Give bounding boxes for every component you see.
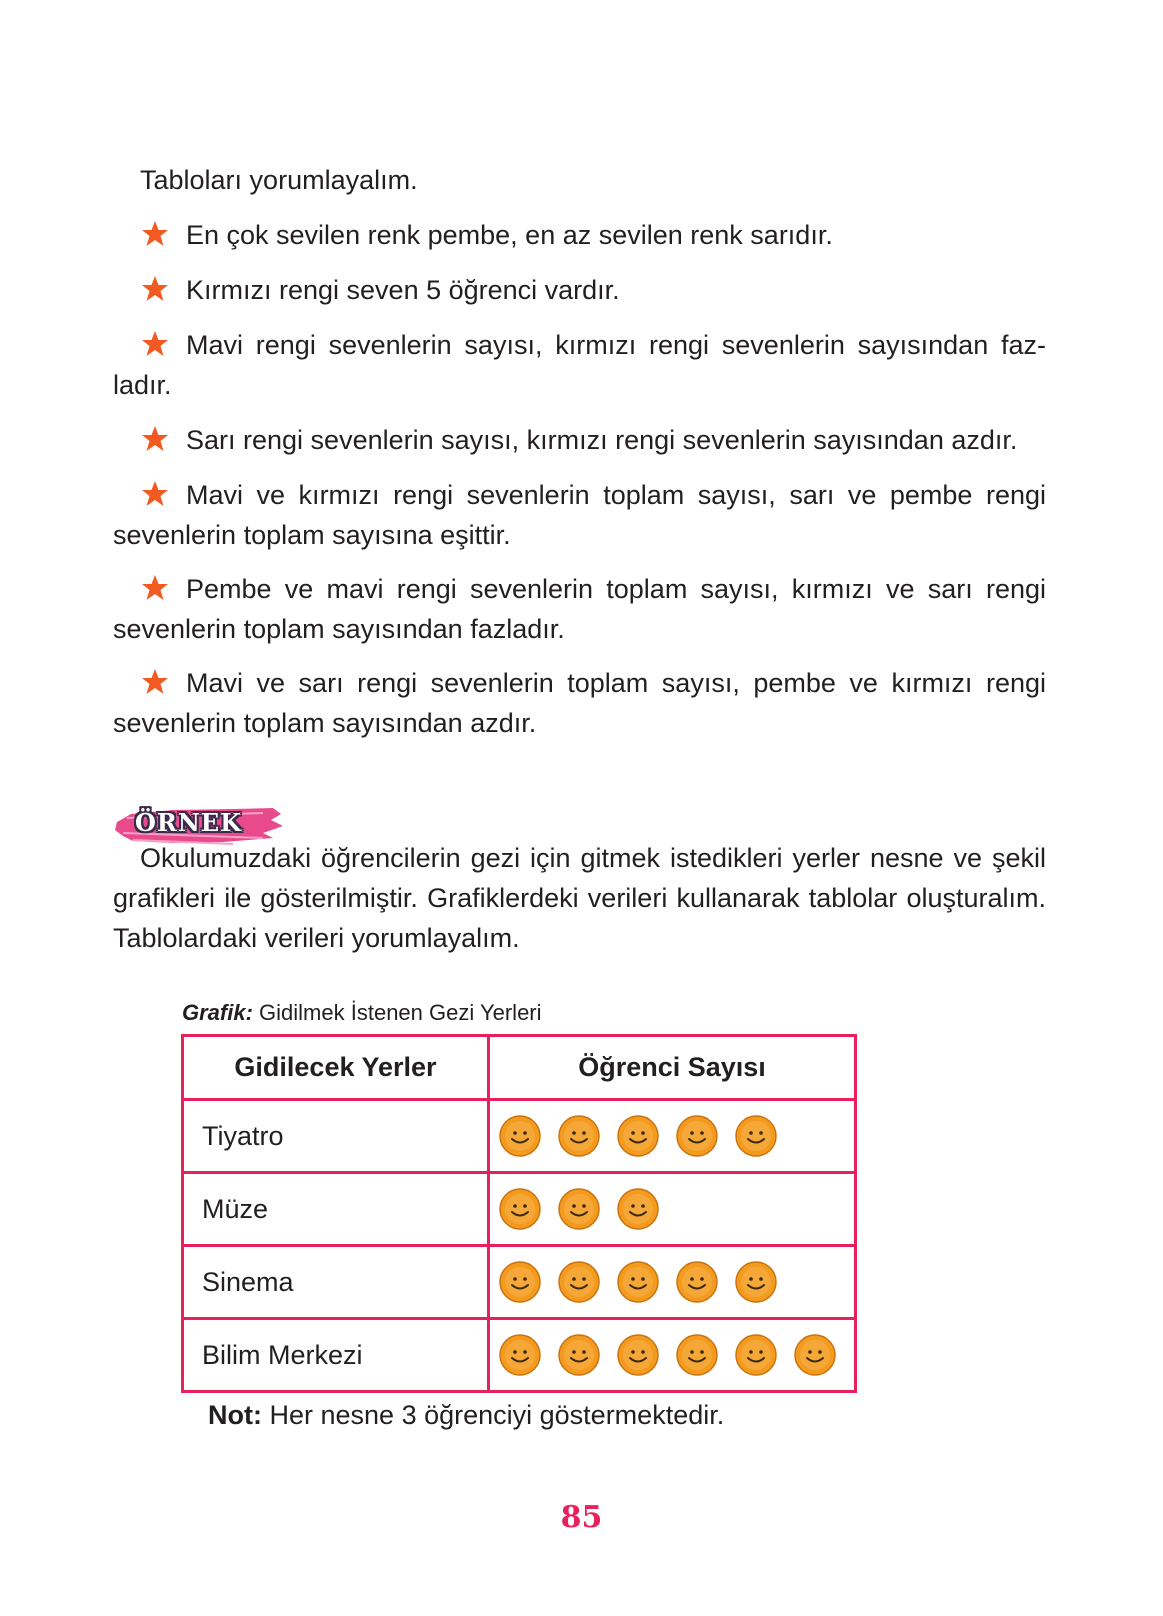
bullet-text: Sarı rengi sevenlerin sayısı, kırmızı rengi sevenlerin sayısından azdır. [186,425,1018,455]
bullet-item [113,569,1046,649]
smiley-face-icon [498,1260,542,1304]
bullet-item [113,663,1046,743]
caption-label: Grafik: [182,1000,253,1025]
smiley-face-icon [675,1333,719,1377]
smiley-face-icon [616,1260,660,1304]
page-number: 85 [560,1500,603,1535]
smiley-face-icon [734,1260,778,1304]
smiley-face-icon [498,1333,542,1377]
bullet-text: Mavi ve kırmızı rengi sevenlerin toplam sayısı, sarı ve pembe rengi sevenlerin toplam sayısına eşittir. [113,480,1046,550]
smiley-face-icon [557,1260,601,1304]
note-label: Not: [208,1400,262,1430]
bullet-item [113,420,1046,460]
column-header-student-count: Öğrenci Sayısı [489,1036,856,1100]
example-text: Okulumuzdaki öğrencilerin gezi için gitmek istedikleri yerler nesne ve şekil grafikleri ile gösterilmiştir. Grafiklerdeki verileri kullanarak tablolar oluşturalım. Tablolardaki verileri yorumlayalım. [113,843,1046,953]
star-icon [140,667,170,697]
place-name: Sinema [183,1246,489,1319]
note-text: Her nesne 3 öğrenciyi göstermektedir. [269,1400,725,1430]
pictograph-cell [489,1100,856,1173]
column-header-places: Gidilecek Yerler [183,1036,489,1100]
bullet-item [113,475,1046,555]
smiley-face-icon [498,1187,542,1231]
smiley-face-icon [557,1114,601,1158]
example-badge-label: ÖRNEK [135,808,242,837]
chart-note [208,1400,724,1431]
table-row [183,1319,856,1392]
caption-title: Gidilmek İstenen Gezi Yerleri [259,1000,542,1025]
bullet-text: En çok sevilen renk pembe, en az sevilen renk sarıdır. [186,220,833,250]
star-icon [140,479,170,509]
bullet-text: Mavi ve sarı rengi sevenlerin toplam sayısı, pembe ve kırmızı rengi sevenlerin toplam sayısından azdır. [113,668,1046,738]
smiley-face-icon [793,1333,837,1377]
place-name: Bilim Merkezi [183,1319,489,1392]
bullet-text: Pembe ve mavi rengi sevenlerin toplam sayısı, kırmızı ve sarı rengi sevenlerin toplam sayısından fazladır. [113,574,1046,644]
pictograph-cell [489,1246,856,1319]
place-name: Tiyatro [183,1100,489,1173]
smiley-face-icon [557,1333,601,1377]
smiley-face-icon [557,1187,601,1231]
bullet-item [113,215,1046,255]
smiley-face-icon [616,1187,660,1231]
smiley-face-icon [734,1333,778,1377]
chart-caption [182,1000,542,1026]
smiley-face-icon [675,1260,719,1304]
table-row [183,1100,856,1173]
star-icon [140,573,170,603]
bullet-text: Mavi rengi sevenlerin sayısı, kırmızı rengi sevenlerin sayısından faz-ladır. [113,330,1046,400]
table-row [183,1246,856,1319]
bullet-text: Kırmızı rengi seven 5 öğrenci vardır. [186,275,620,305]
pictograph-table [181,1034,857,1393]
star-icon [140,424,170,454]
smiley-face-icon [498,1114,542,1158]
bullet-item [113,270,1046,310]
bullet-item [113,325,1046,405]
smiley-face-icon [675,1114,719,1158]
table-row [183,1173,856,1246]
pictograph-cell [489,1319,856,1392]
place-name: Müze [183,1173,489,1246]
intro-text: Tabloları yorumlayalım. [140,165,418,195]
star-icon [140,219,170,249]
smiley-face-icon [616,1333,660,1377]
star-icon [140,329,170,359]
smiley-face-icon [616,1114,660,1158]
smiley-face-icon [734,1114,778,1158]
pictograph-cell [489,1173,856,1246]
star-icon [140,274,170,304]
